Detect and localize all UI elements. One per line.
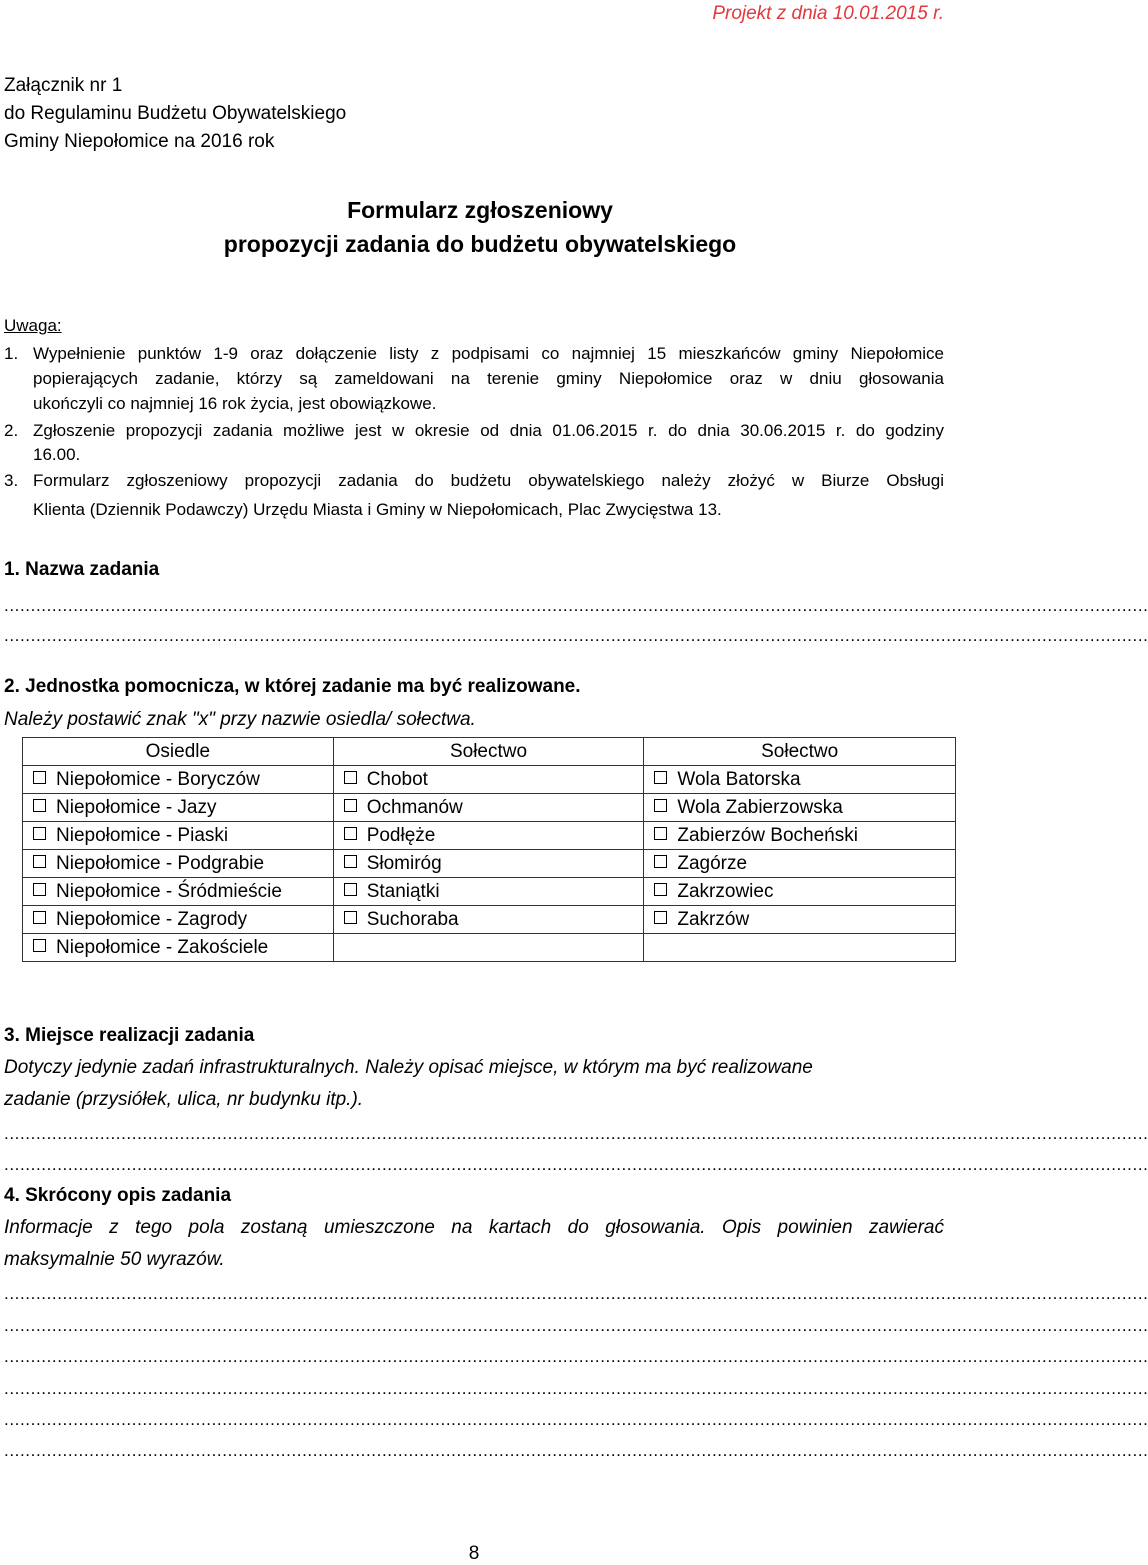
table-header-row (23, 738, 956, 766)
table-cell[interactable] (644, 906, 956, 934)
description-line[interactable]: ....................................................................................................................................................................................................................... (4, 1316, 1148, 1335)
table-cell[interactable] (333, 822, 644, 850)
table-row (23, 934, 956, 962)
attachment-regulation: do Regulaminu Budżetu Obywatelskiego (4, 103, 347, 124)
unit-name: Słomiróg (366, 852, 442, 874)
unit-name: Zabierzów Bocheński (677, 824, 858, 846)
unit-name: Niepołomice - Zagrody (56, 908, 248, 930)
unit-name: Ochmanów (366, 796, 463, 818)
table-cell[interactable] (333, 878, 644, 906)
table-row (23, 822, 956, 850)
table-cell[interactable] (23, 850, 334, 878)
table-row (23, 850, 956, 878)
description-line[interactable]: ....................................................................................................................................................................................................................... (4, 1410, 1148, 1429)
checkbox[interactable] (33, 883, 46, 896)
section-4-description-cont: maksymalnie 50 wyrazów. (4, 1249, 225, 1270)
checkbox[interactable] (344, 799, 357, 812)
unit-name: Zagórze (677, 852, 748, 874)
note-item-3-cont (4, 497, 944, 522)
description-line[interactable]: ....................................................................................................................................................................................................................... (4, 1379, 1148, 1398)
unit-name: Zakrzów (677, 908, 750, 930)
note-text-first: Wypełnienie punktów 1-9 oraz dołączenie listy z podpisami co najmniej 15 mieszkańców gminy Niepołomice popierających zadanie, którzy są zameldowani na terenie gminy Niepołomice oraz w dniu głosowania (33, 344, 944, 388)
location-line[interactable]: ....................................................................................................................................................................................................................... (4, 1124, 1148, 1143)
table-cell[interactable] (23, 794, 334, 822)
section-3-heading: 3. Miejsce realizacji zadania (4, 1025, 255, 1046)
section-1-heading: 1. Nazwa zadania (4, 559, 160, 580)
section-4-heading: 4. Skrócony opis zadania (4, 1185, 232, 1206)
unit-name: Niepołomice - Boryczów (56, 768, 260, 790)
task-name-line[interactable]: ....................................................................................................................................................................................................................... (4, 596, 1148, 615)
table-cell[interactable] (23, 878, 334, 906)
checkbox[interactable] (654, 855, 667, 868)
table-cell (333, 934, 644, 962)
note-number: 2. (4, 421, 19, 440)
table-row (23, 878, 956, 906)
draft-date-label: Projekt z dnia 10.01.2015 r. (712, 3, 944, 24)
unit-name: Niepołomice - Jazy (56, 796, 217, 818)
unit-name: Niepołomice - Podgrabie (56, 852, 265, 874)
form-subtitle: propozycji zadania do budżetu obywatelskiego (223, 231, 737, 257)
note-item-1-cont (4, 391, 944, 416)
table-cell[interactable] (644, 878, 956, 906)
note-text-rest: 16.00. (33, 445, 81, 464)
table-cell[interactable] (333, 850, 644, 878)
unit-name: Suchoraba (366, 908, 459, 930)
description-line[interactable]: ....................................................................................................................................................................................................................... (4, 1441, 1148, 1460)
unit-name: Niepołomice - Piaski (56, 824, 229, 846)
checkbox[interactable] (33, 911, 46, 924)
table-cell[interactable] (644, 766, 956, 794)
table-cell[interactable] (23, 822, 334, 850)
unit-name: Niepołomice - Śródmieście (56, 880, 282, 902)
description-line[interactable]: ....................................................................................................................................................................................................................... (4, 1347, 1148, 1366)
page-number: 8 (468, 1543, 480, 1564)
table-cell[interactable] (333, 794, 644, 822)
unit-name: Podłęże (366, 824, 436, 846)
column-header: Sołectwo (644, 738, 956, 766)
table-cell[interactable] (333, 906, 644, 934)
note-text-first: Zgłoszenie propozycji zadania możliwe jest w okresie od dnia 01.06.2015 r. do dnia 30.06.2015 r. do godziny (33, 421, 944, 440)
unit-name: Wola Zabierzowska (677, 796, 843, 818)
table-cell[interactable] (644, 850, 956, 878)
checkbox[interactable] (33, 855, 46, 868)
section-4-description (4, 1212, 944, 1244)
checkbox[interactable] (654, 771, 667, 784)
section-4-description-line1: Informacje z tego pola zostaną umieszczone na kartach do głosowania. Opis powinien zawierać (4, 1217, 944, 1238)
column-header: Sołectwo (333, 738, 644, 766)
table-cell[interactable] (23, 934, 334, 962)
note-item-2 (4, 418, 944, 443)
unit-name: Niepołomice - Zakościele (56, 936, 269, 958)
section-2-instruction: Należy postawić znak "x" przy nazwie osiedla/ sołectwa. (4, 709, 476, 730)
checkbox[interactable] (344, 827, 357, 840)
section-3-description: Dotyczy jedynie zadań infrastrukturalnych. Należy opisać miejsce, w którym ma być realizowane (4, 1057, 813, 1078)
note-number: 1. (4, 344, 19, 363)
unit-name: Zakrzowiec (677, 880, 774, 902)
note-item-2-cont (4, 442, 944, 467)
checkbox[interactable] (344, 855, 357, 868)
unit-name: Chobot (366, 768, 428, 790)
table-row (23, 906, 956, 934)
table-cell[interactable] (644, 794, 956, 822)
attachment-number: Załącznik nr 1 (4, 75, 123, 96)
table-row (23, 766, 956, 794)
attachment-municipality: Gminy Niepołomice na 2016 rok (4, 131, 275, 152)
checkbox[interactable] (654, 799, 667, 812)
note-item-1 (4, 341, 944, 391)
checkbox[interactable] (344, 883, 357, 896)
table-cell[interactable] (23, 766, 334, 794)
note-text-first: Formularz zgłoszeniowy propozycji zadania do budżetu obywatelskiego należy złożyć w Biurze Obsługi (33, 471, 944, 490)
unit-selection-table (22, 737, 956, 962)
table-cell (644, 934, 956, 962)
notes-label: Uwaga: (4, 316, 62, 335)
checkbox[interactable] (33, 771, 46, 784)
unit-name: Staniątki (366, 880, 440, 902)
checkbox[interactable] (344, 771, 357, 784)
checkbox[interactable] (654, 911, 667, 924)
column-header: Osiedle (23, 738, 334, 766)
note-text-rest: ukończyli co najmniej 16 rok życia, jest obowiązkowe. (33, 394, 437, 413)
note-item-3 (4, 468, 944, 493)
checkbox[interactable] (654, 827, 667, 840)
checkbox[interactable] (344, 911, 357, 924)
table-row (23, 794, 956, 822)
checkbox[interactable] (33, 799, 46, 812)
location-line[interactable]: ....................................................................................................................................................................................................................... (4, 1155, 1148, 1174)
table-cell[interactable] (23, 906, 334, 934)
checkbox[interactable] (654, 883, 667, 896)
note-text-rest: Klienta (Dziennik Podawczy) Urzędu Miasta i Gminy w Niepołomicach, Plac Zwycięstwa 13. (33, 500, 722, 519)
form-title: Formularz zgłoszeniowy (347, 197, 613, 223)
task-name-line[interactable]: ....................................................................................................................................................................................................................... (4, 626, 1148, 645)
table-cell[interactable] (644, 822, 956, 850)
section-3-description-cont: zadanie (przysiółek, ulica, nr budynku itp.). (4, 1089, 364, 1110)
table-cell[interactable] (333, 766, 644, 794)
unit-name: Wola Batorska (677, 768, 801, 790)
checkbox[interactable] (33, 939, 46, 952)
note-number: 3. (4, 471, 19, 490)
description-line[interactable]: ....................................................................................................................................................................................................................... (4, 1284, 1148, 1303)
section-2-heading: 2. Jednostka pomocnicza, w której zadanie ma być realizowane. (4, 676, 581, 697)
checkbox[interactable] (33, 827, 46, 840)
